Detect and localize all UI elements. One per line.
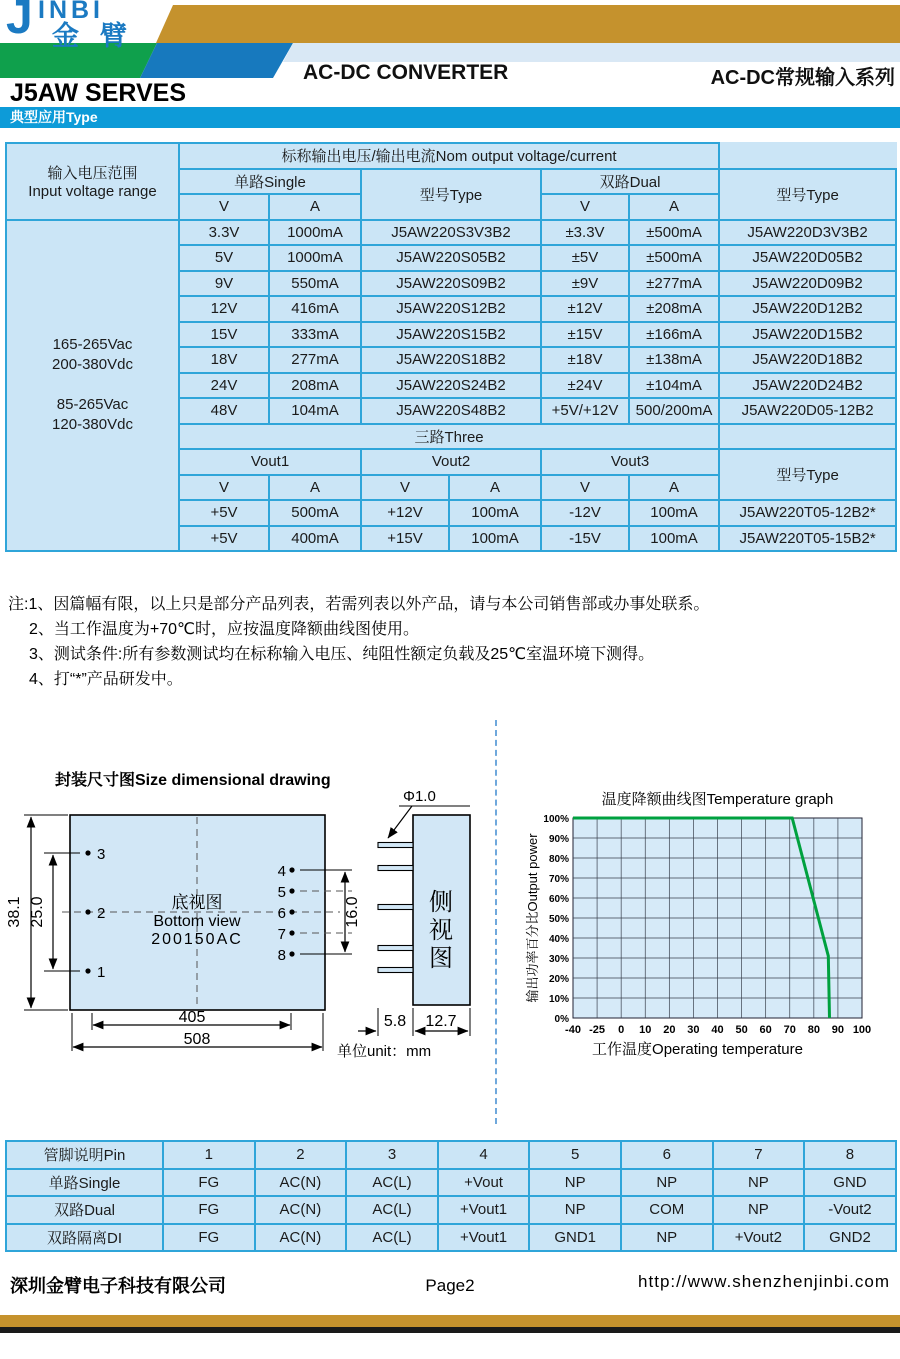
- single-v: 3.3V: [179, 220, 269, 246]
- pin-cell: -Vout2: [804, 1196, 896, 1224]
- pin-dot-5: [289, 888, 294, 893]
- side-pin: [378, 866, 413, 871]
- logo-inbi: INBI: [38, 0, 104, 24]
- dual-a: ±277mA: [629, 271, 719, 297]
- pin-cell: NP: [713, 1169, 805, 1197]
- pin-dot-4: [289, 867, 294, 872]
- dual-a: ±500mA: [629, 220, 719, 246]
- dual-v: ±15V: [541, 322, 629, 348]
- spec-table: [5, 142, 897, 552]
- pin-number-header: 4: [438, 1141, 530, 1169]
- y-tick-label: 30%: [548, 954, 569, 965]
- pin-cell: FG: [163, 1169, 255, 1197]
- note-line: 3、测试条件:所有参数测试均在标称输入电压、纯阻性额定负载及25℃室温环境下测得。: [29, 646, 655, 663]
- three-cell: 100mA: [449, 500, 541, 526]
- y-tick-label: 100%: [543, 814, 569, 825]
- a-header: A: [269, 194, 361, 220]
- pin-dot-2: [85, 909, 90, 914]
- single-a: 277mA: [269, 347, 361, 373]
- single-type: J5AW220S48B2: [361, 398, 541, 424]
- dual-a: ±500mA: [629, 245, 719, 271]
- spec-cell: [719, 424, 896, 450]
- vout2-header: Vout2: [361, 449, 541, 475]
- three-cell: 500mA: [269, 500, 361, 526]
- pin-label: 3: [97, 846, 106, 863]
- pin-desc-header: 管脚说明Pin: [6, 1141, 163, 1169]
- dual-v: ±24V: [541, 373, 629, 399]
- a-header: A: [449, 475, 541, 501]
- y-tick-label: 60%: [548, 894, 569, 905]
- note-line: 2、当工作温度为+70℃时，应按温度降额曲线图使用。: [29, 621, 420, 638]
- pin-label: 1: [97, 964, 106, 981]
- note-line: 4、打“*”产品研发中。: [29, 671, 183, 688]
- x-tick-label: 20: [663, 1024, 676, 1036]
- dim-38-1: 38.1: [6, 896, 23, 928]
- x-tick-label: 70: [783, 1024, 796, 1036]
- vout1-header: Vout1: [179, 449, 361, 475]
- single-v: 9V: [179, 271, 269, 297]
- v-header: V: [361, 475, 449, 501]
- temperature-derating-chart: [525, 778, 885, 1070]
- side-pin: [378, 968, 413, 973]
- type-header: 型号Type: [361, 169, 541, 220]
- single-v: 18V: [179, 347, 269, 373]
- note-item: 1、因篇幅有限，以上只是部分产品列表，若需列表以外产品，请与本公司销售部或办事处联系。: [28, 596, 710, 613]
- single-a: 1000mA: [269, 245, 361, 271]
- spec-header-row: [6, 143, 896, 169]
- y-tick-label: 80%: [548, 854, 569, 865]
- pin-cell: COM: [621, 1196, 713, 1224]
- x-tick-label: 0: [618, 1024, 625, 1036]
- three-type: J5AW220T05-15B2*: [719, 526, 896, 552]
- three-cell: 100mA: [449, 526, 541, 552]
- pin-cell: NP: [529, 1169, 621, 1197]
- pin-label: 4: [277, 863, 286, 880]
- single-a: 550mA: [269, 271, 361, 297]
- pin-cell: GND2: [804, 1224, 896, 1252]
- footer-page-number: Page2: [425, 1276, 475, 1295]
- pin-label: 8: [277, 947, 286, 964]
- pin-number-header: 7: [713, 1141, 805, 1169]
- dashed-separator: [495, 720, 497, 1124]
- pin-cell: AC(L): [346, 1224, 438, 1252]
- bottom-view-label-en: Bottom view: [153, 913, 241, 930]
- three-cell: +5V: [179, 500, 269, 526]
- dual-v: +5V/+12V: [541, 398, 629, 424]
- section-banner-label: 典型应用Type: [10, 109, 98, 125]
- pin-cell: FG: [163, 1196, 255, 1224]
- three-cell: 100mA: [629, 500, 719, 526]
- nom-output-header: 标称输出电压/输出电流Nom output voltage/current: [179, 143, 719, 169]
- chart-ylabel: 输出功率百分比Output power: [525, 833, 540, 1003]
- dual-v: ±12V: [541, 296, 629, 322]
- v-header: V: [179, 475, 269, 501]
- dim-508: 508: [183, 1031, 211, 1048]
- three-cell: +12V: [361, 500, 449, 526]
- single-v: 12V: [179, 296, 269, 322]
- pin-number-header: 8: [804, 1141, 896, 1169]
- pin-number-header: 2: [255, 1141, 347, 1169]
- footer-company: 深圳金臂电子科技有限公司: [10, 1276, 226, 1296]
- pin-dot-3: [85, 850, 90, 855]
- pin-cell: +Vout1: [438, 1196, 530, 1224]
- logo-chinese: 金臂: [52, 21, 148, 51]
- side-pin: [378, 946, 413, 951]
- dual-a: ±104mA: [629, 373, 719, 399]
- three-cell: +5V: [179, 526, 269, 552]
- pin-row: [6, 1196, 896, 1224]
- chart-xlabel: 工作温度Operating temperature: [592, 1041, 803, 1058]
- dual-type: J5AW220D09B2: [719, 271, 896, 297]
- pin-dot-8: [289, 951, 294, 956]
- dual-type: J5AW220D3V3B2: [719, 220, 896, 246]
- logo-j: J: [6, 0, 33, 44]
- single-header: 单路Single: [179, 169, 361, 195]
- x-tick-label: 100: [852, 1024, 872, 1036]
- pin-dot-1: [85, 968, 90, 973]
- note-prefix: 注:: [8, 596, 29, 613]
- footer-url[interactable]: http://www.shenzhenjinbi.com: [638, 1272, 890, 1291]
- single-a: 1000mA: [269, 220, 361, 246]
- three-type: J5AW220T05-12B2*: [719, 500, 896, 526]
- pin-cell: FG: [163, 1224, 255, 1252]
- pin-number-header: 6: [621, 1141, 713, 1169]
- page-title-cn: AC-DC常规输入系列: [710, 67, 895, 89]
- single-type: J5AW220S15B2: [361, 322, 541, 348]
- pin-table: [5, 1140, 897, 1252]
- gold-band: [150, 5, 900, 43]
- dual-type: J5AW220D24B2: [719, 373, 896, 399]
- bottom-view-label-cn: 底视图: [171, 893, 223, 912]
- drawing-title: 封装尺寸图Size dimensional drawing: [55, 772, 331, 789]
- footer-black-bar: [0, 1327, 900, 1333]
- dim-25-0: 25.0: [29, 896, 46, 928]
- three-cell: -15V: [541, 526, 629, 552]
- side-view-label: 侧视图: [429, 889, 453, 972]
- y-tick-label: 0%: [554, 1014, 569, 1025]
- pin-row-label: 双路隔离DI: [6, 1224, 163, 1252]
- single-type: J5AW220S3V3B2: [361, 220, 541, 246]
- three-cell: 400mA: [269, 526, 361, 552]
- three-cell: 100mA: [629, 526, 719, 552]
- section-banner: [0, 107, 900, 128]
- pin-cell: NP: [621, 1169, 713, 1197]
- dual-type: J5AW220D12B2: [719, 296, 896, 322]
- pin-header-row: [6, 1141, 896, 1169]
- pin-dot-6: [289, 909, 294, 914]
- x-tick-label: 10: [639, 1024, 652, 1036]
- pin-row: [6, 1169, 896, 1197]
- pin-dia-leader: [388, 806, 412, 838]
- y-tick-label: 40%: [548, 934, 569, 945]
- single-a: 333mA: [269, 322, 361, 348]
- v-header: V: [179, 194, 269, 220]
- pin-cell: AC(N): [255, 1224, 347, 1252]
- dual-a: ±138mA: [629, 347, 719, 373]
- input-range-cell: 165-265Vac 200-380Vdc 85-265Vac 120-380Vdc: [6, 220, 179, 552]
- x-tick-label: 80: [807, 1024, 820, 1036]
- y-tick-label: 20%: [548, 974, 569, 985]
- dual-a: 500/200mA: [629, 398, 719, 424]
- single-type: J5AW220S24B2: [361, 373, 541, 399]
- dim-16-0: 16.0: [344, 896, 361, 928]
- pin-label: 5: [277, 884, 286, 901]
- pin-cell: NP: [621, 1224, 713, 1252]
- pin-label: 6: [277, 905, 286, 922]
- x-tick-label: -40: [565, 1024, 581, 1036]
- single-a: 104mA: [269, 398, 361, 424]
- x-tick-label: 50: [735, 1024, 748, 1036]
- pin-row-label: 双路Dual: [6, 1196, 163, 1224]
- pin-cell: GND1: [529, 1224, 621, 1252]
- single-v: 5V: [179, 245, 269, 271]
- single-v: 24V: [179, 373, 269, 399]
- pin-cell: AC(N): [255, 1196, 347, 1224]
- y-tick-label: 70%: [548, 874, 569, 885]
- single-type: J5AW220S09B2: [361, 271, 541, 297]
- dual-type: J5AW220D05B2: [719, 245, 896, 271]
- type-header: 型号Type: [719, 169, 896, 220]
- pin-number-header: 3: [346, 1141, 438, 1169]
- v-header: V: [541, 475, 629, 501]
- bottom-view-code: 200150AC: [151, 931, 243, 948]
- x-tick-label: -25: [589, 1024, 606, 1036]
- input-range-header: 输入电压范围 Input voltage range: [6, 143, 179, 220]
- dual-v: ±18V: [541, 347, 629, 373]
- pale-band: [273, 43, 900, 62]
- note-line: [8, 592, 888, 617]
- unit-label: 单位unit：mm: [337, 1043, 432, 1060]
- pin-cell: AC(L): [346, 1196, 438, 1224]
- a-header: A: [629, 194, 719, 220]
- pin-number-header: 1: [163, 1141, 255, 1169]
- single-type: J5AW220S05B2: [361, 245, 541, 271]
- a-header: A: [629, 475, 719, 501]
- single-type: J5AW220S12B2: [361, 296, 541, 322]
- single-a: 416mA: [269, 296, 361, 322]
- chart-title: 温度降额曲线图Temperature graph: [601, 791, 834, 808]
- dual-v: ±5V: [541, 245, 629, 271]
- pin-cell: +Vout2: [713, 1224, 805, 1252]
- notes: [8, 592, 888, 692]
- a-header: A: [269, 475, 361, 501]
- footer-gold-bar: [0, 1315, 900, 1327]
- x-tick-label: 40: [711, 1024, 724, 1036]
- x-tick-label: 60: [759, 1024, 772, 1036]
- dim-405: 405: [178, 1009, 206, 1026]
- single-v: 48V: [179, 398, 269, 424]
- pin-cell: +Vout: [438, 1169, 530, 1197]
- dual-v: ±9V: [541, 271, 629, 297]
- pin-label: 2: [97, 905, 106, 922]
- pin-cell: AC(L): [346, 1169, 438, 1197]
- y-tick-label: 90%: [548, 834, 569, 845]
- dual-a: ±166mA: [629, 322, 719, 348]
- single-v: 15V: [179, 322, 269, 348]
- dual-a: ±208mA: [629, 296, 719, 322]
- pin-dot-7: [289, 930, 294, 935]
- type-header: 型号Type: [719, 449, 896, 500]
- single-a: 208mA: [269, 373, 361, 399]
- dual-header: 双路Dual: [541, 169, 719, 195]
- side-pin: [378, 905, 413, 910]
- page-title-en: AC-DC CONVERTER: [303, 61, 509, 84]
- pin-number-header: 5: [529, 1141, 621, 1169]
- pin-cell: NP: [529, 1196, 621, 1224]
- vout3-header: Vout3: [541, 449, 719, 475]
- side-pin: [378, 843, 413, 848]
- x-tick-label: 30: [687, 1024, 700, 1036]
- pin-cell: AC(N): [255, 1169, 347, 1197]
- dual-type: J5AW220D15B2: [719, 322, 896, 348]
- dual-type: J5AW220D05-12B2: [719, 398, 896, 424]
- pin-label: 7: [277, 926, 286, 943]
- pin-cell: NP: [713, 1196, 805, 1224]
- single-type: J5AW220S18B2: [361, 347, 541, 373]
- series-title: J5AW SERVES: [10, 79, 187, 107]
- three-header: 三路Three: [179, 424, 719, 450]
- dimensional-drawing: [0, 760, 500, 1072]
- y-tick-label: 50%: [548, 914, 569, 925]
- blue-band: [140, 43, 293, 78]
- dim-12-7: 12.7: [425, 1013, 457, 1030]
- dim-5-8: 5.8: [383, 1013, 407, 1030]
- three-cell: -12V: [541, 500, 629, 526]
- x-tick-label: 90: [831, 1024, 845, 1036]
- spec-row: [6, 220, 896, 246]
- three-cell: +15V: [361, 526, 449, 552]
- pin-diameter-label: Φ1.0: [403, 788, 436, 805]
- pin-row: [6, 1224, 896, 1252]
- pin-row-label: 单路Single: [6, 1169, 163, 1197]
- v-header: V: [541, 194, 629, 220]
- pin-cell: GND: [804, 1169, 896, 1197]
- pin-cell: +Vout1: [438, 1224, 530, 1252]
- y-tick-label: 10%: [548, 994, 569, 1005]
- dual-v: ±3.3V: [541, 220, 629, 246]
- dual-type: J5AW220D18B2: [719, 347, 896, 373]
